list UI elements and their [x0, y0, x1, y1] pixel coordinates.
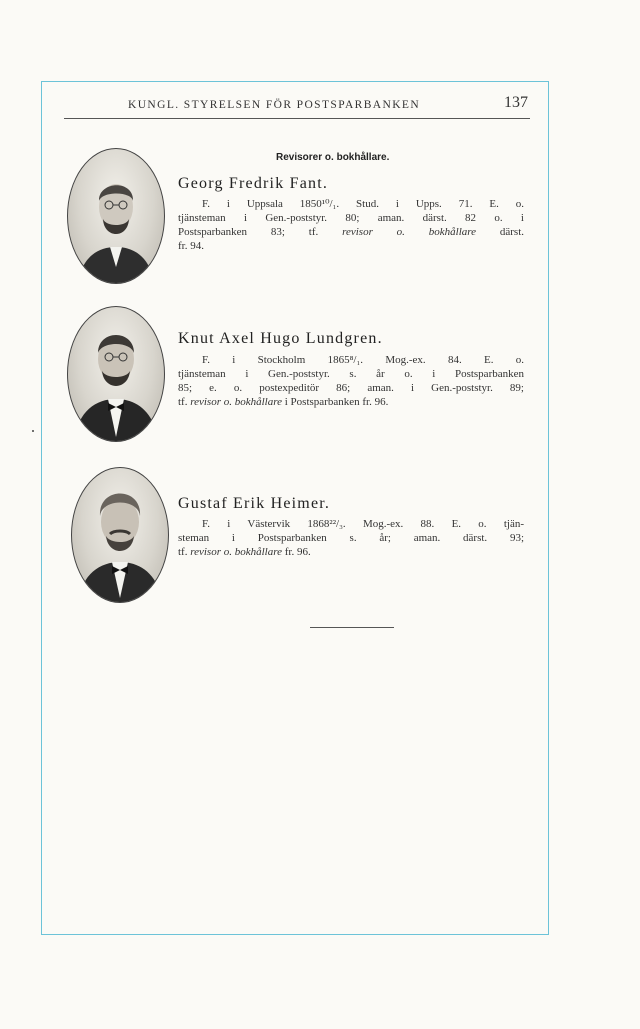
entry-name-fant: Georg Fredrik Fant.: [178, 175, 329, 192]
running-title: KUNGL. STYRELSEN FÖR POSTSPARBANKEN: [128, 99, 421, 111]
entry-text-heimer: [178, 517, 524, 559]
portrait-fant-image: [68, 149, 164, 283]
page-number: 137: [504, 94, 528, 111]
portrait-lundgren-image: [68, 307, 164, 441]
entry-line: F. i Stockholm 1865⁸/₁. Mog.-ex. 84. E. o.: [202, 354, 524, 366]
running-head: [64, 96, 530, 119]
paper-speck: [32, 430, 34, 432]
entry-text-lundgren: [178, 353, 524, 409]
portrait-fant: [67, 148, 165, 284]
entry-line: steman i Postsparbanken s. år; aman. därst. 93;: [178, 532, 524, 544]
entry-line: Postsparbanken 83; tf. revisor o. bokhållare därst.: [178, 226, 525, 238]
closing-rule: [310, 627, 394, 628]
entry-line: F. i Uppsala 1850¹⁰/₁. Stud. i Upps. 71. E. o.: [202, 198, 524, 210]
portrait-lundgren: [67, 306, 165, 442]
entry-line: tjänsteman i Gen.-poststyr. 80; aman. därst. 82 o. i: [178, 212, 524, 224]
portrait-heimer: [71, 467, 169, 603]
portrait-heimer-image: [72, 468, 168, 602]
entry-line: fr. 94.: [178, 240, 204, 252]
entry-line: 85; e. o. postexpeditör 86; aman. i Gen.-poststyr. 89;: [178, 382, 524, 394]
entry-text-fant: [178, 197, 524, 253]
entry-name-heimer: Gustaf Erik Heimer.: [178, 495, 331, 512]
entry-line: tf. revisor o. bokhållare fr. 96.: [178, 546, 311, 558]
entry-line: tf. revisor o. bokhållare i Postsparbanken fr. 96.: [178, 396, 389, 408]
entry-line: tjänsteman i Gen.-poststyr. s. år o. i Postsparbanken: [178, 368, 524, 380]
entry-line: F. i Västervik 1868²²/₃. Mog.-ex. 88. E. o. tjän-: [202, 518, 524, 530]
entry-name-lundgren: Knut Axel Hugo Lundgren.: [178, 330, 383, 347]
section-heading: Revisorer o. bokhållare.: [276, 152, 390, 163]
